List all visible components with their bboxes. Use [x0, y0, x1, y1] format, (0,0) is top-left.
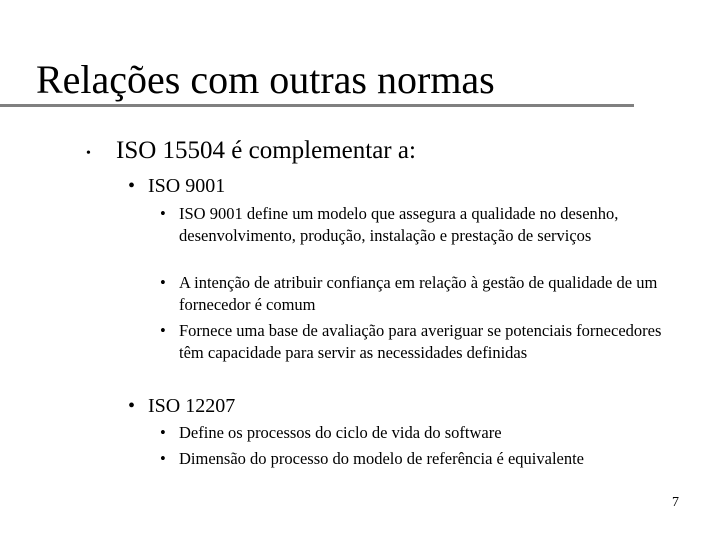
point-marker: •	[160, 321, 166, 340]
title-underline	[0, 104, 634, 107]
sub-bullet-iso-12207: ISO 12207	[148, 395, 236, 417]
point-marker: •	[160, 423, 166, 442]
point-lifecycle-processes: Define os processos do ciclo de vida do software	[179, 423, 502, 442]
sub-bullet-marker: •	[128, 175, 136, 197]
point-marker: •	[160, 449, 166, 468]
slide-title: Relações com outras normas	[36, 57, 495, 102]
point-evaluation-base: Fornece uma base de avaliação para averiguar se potenciais fornecedores têm capacidade para servir as necessidades definidas	[179, 321, 662, 362]
sub-bullet-iso-9001: ISO 9001	[148, 175, 226, 197]
page-number: 7	[672, 495, 679, 510]
main-bullet-text: ISO 15504 é complementar a:	[116, 137, 416, 164]
point-confidence-intention: A intenção de atribuir confiança em relação à gestão de qualidade de um fornecedor é comum	[179, 273, 658, 314]
point-process-dimension: Dimensão do processo do modelo de referência é equivalente	[179, 449, 585, 468]
sub-bullet-marker: •	[128, 395, 136, 417]
point-iso-9001-definition: ISO 9001 define um modelo que assegura a qualidade no desenho, desenvolvimento, produção, instalação e prestação de serviços	[179, 204, 619, 245]
main-bullet-marker: •	[86, 146, 91, 161]
point-marker: •	[160, 204, 166, 223]
point-marker: •	[160, 273, 166, 292]
